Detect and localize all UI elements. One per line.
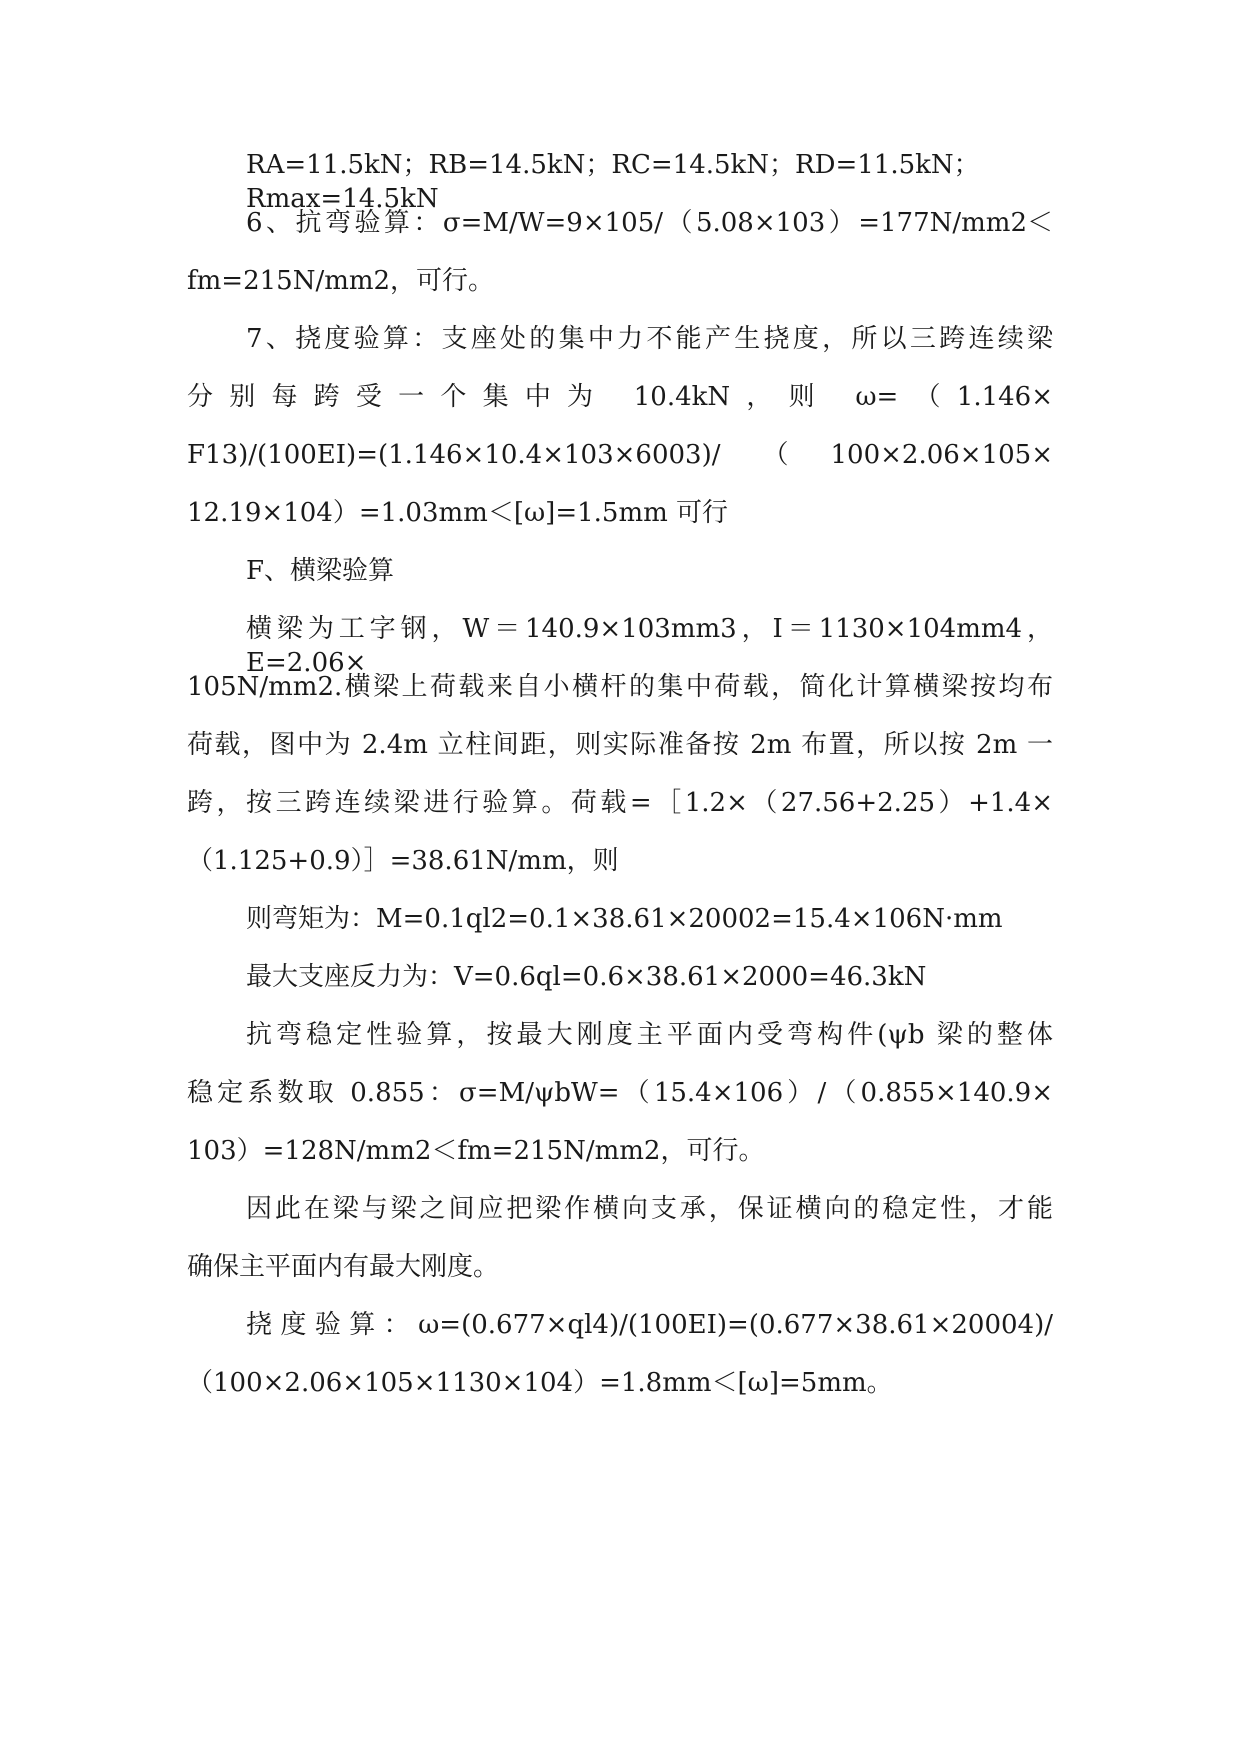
text-line-beam-properties: 横梁为工字钢，W＝140.9×103mm3，I＝1130×104mm4，E=2.06× [246,614,1053,678]
text-line-beam-load-source: 105N/mm2.横梁上荷载来自小横杆的集中荷载，简化计算横梁按均布 [187,672,1053,702]
text-line-bending-moment: 则弯矩为：M=0.1ql2=0.1×38.61×20002=15.4×106N·mm [246,904,1003,934]
text-line-lateral-support: 因此在梁与梁之间应把梁作横向支承，保证横向的稳定性，才能 [246,1194,1053,1224]
text-line-beam-deflection-result: （100×2.06×105×1130×104）=1.8mm＜[ω]=5mm。 [187,1368,893,1398]
text-line-deflection-check: 7、挠度验算：支座处的集中力不能产生挠度，所以三跨连续梁 [246,324,1053,354]
text-line-stability-result: 103）=128N/mm2＜fm=215N/mm2，可行。 [187,1136,765,1166]
text-line-deflection-result: 12.19×104）=1.03mm＜[ω]=1.5mm 可行 [187,498,729,528]
text-line-bending-result: fm=215N/mm2，可行。 [187,266,495,296]
text-line-reactions: RA=11.5kN；RB=14.5kN；RC=14.5kN；RD=11.5kN；Rmax=14.5kN [246,150,980,214]
text-line-stability-formula: 稳定系数取 0.855：σ=M/ψbW=（15.4×106）/（0.855×140.9× [187,1078,1053,1108]
text-line-bending-check: 6、抗弯验算：σ=M/W=9×105/（5.08×103）=177N/mm2＜ [246,208,1053,238]
text-line-beam-load-result: （1.125+0.9）］=38.61N/mm，则 [187,846,619,876]
text-line-beam-load: 跨，按三跨连续梁进行验算。荷载=［1.2×（27.56+2.25）+1.4× [187,788,1053,818]
text-line-deflection-formula: F13)/(100EI)=(1.146×10.4×103×6003)/（100×2.06×105× [187,440,1053,470]
text-line-beam-deflection: 挠度验算：ω=(0.677×ql4)/(100EI)=(0.677×38.61×20004)/ [246,1310,1053,1340]
text-line-stability-check: 抗弯稳定性验算，按最大刚度主平面内受弯构件(ψb 梁的整体 [246,1020,1053,1050]
section-heading-beam-check: F、横梁验算 [246,556,395,586]
text-line-beam-spacing: 荷载，图中为 2.4m 立柱间距，则实际准备按 2m 布置，所以按 2m 一 [187,730,1053,760]
text-line-max-reaction: 最大支座反力为：V=0.6ql=0.6×38.61×2000=46.3kN [246,962,927,992]
text-line-max-stiffness: 确保主平面内有最大刚度。 [187,1252,500,1282]
text-line-deflection-load: 分别每跨受一个集中为 10.4kN，则 ω=（1.146× [187,382,1053,412]
